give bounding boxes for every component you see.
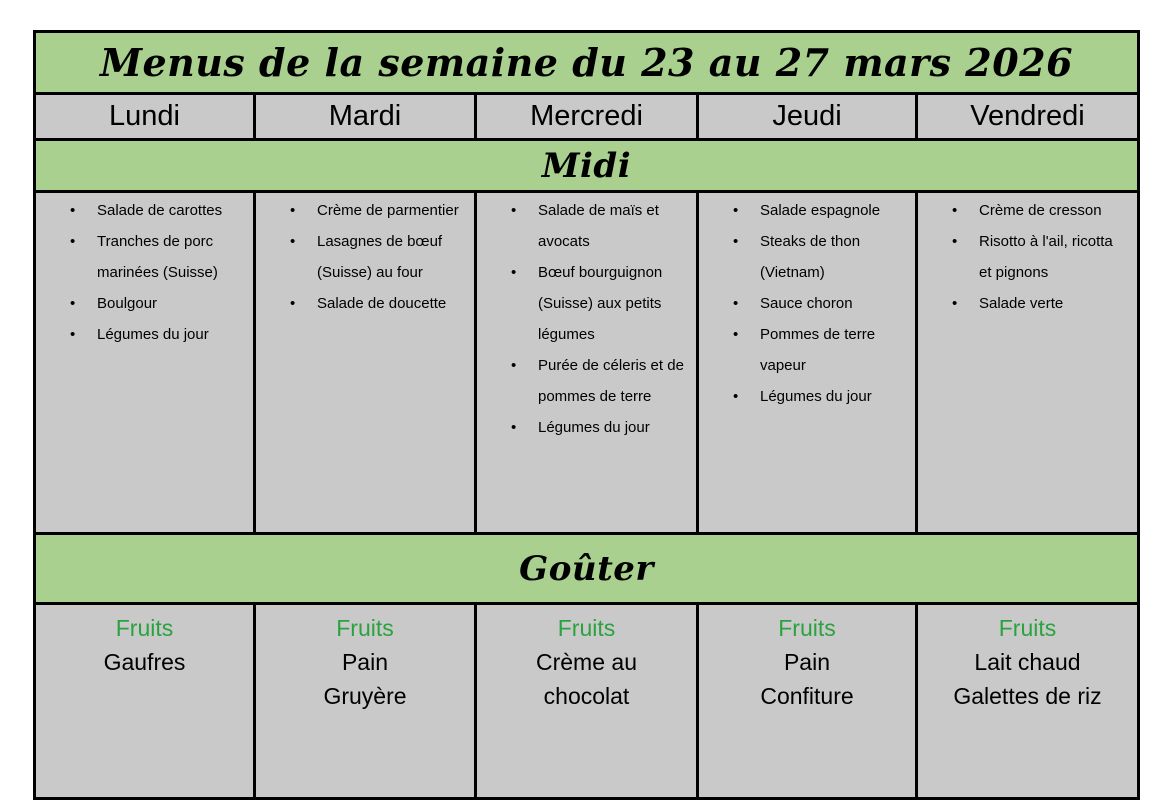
title-bar [36,33,1137,95]
lunch-item: (Suisse) aux petits [538,295,662,312]
lunch-cell-wednesday [477,193,699,532]
weekly-menu-table [33,30,1140,800]
lunch-list [477,193,696,443]
snack-item: chocolat [543,683,630,709]
lunch-section-header [36,141,1137,193]
lunch-item: • Salade espagnole [727,195,909,226]
snack-item: Gruyère [323,683,407,709]
lunch-list [256,193,474,319]
day-friday: Vendredi [970,100,1085,132]
lunch-item: légumes [538,326,595,343]
lunch-item: • Crème de cresson [946,195,1131,226]
lunch-item: • Crème de parmentier [284,195,468,226]
lunch-section-title: Midi [541,145,632,186]
snack-fruit: Fruits [115,615,174,641]
snack-fruit: Fruits [778,615,836,641]
snack-section-title: Goûter [519,548,654,589]
lunch-cell-monday [36,193,256,532]
snack-cell-wednesday [477,605,699,797]
lunch-cell-tuesday [256,193,477,532]
lunch-cell-friday [918,193,1137,532]
lunch-list [918,193,1137,319]
snack-cell-friday [918,605,1137,797]
lunch-row [36,193,1137,535]
lunch-item: marinées (Suisse) [97,264,218,281]
snack-item: Lait chaud [974,649,1081,675]
snack-cell-monday [36,605,256,797]
snack-item: Confiture [760,683,854,709]
lunch-item: • Salade verte [946,288,1131,319]
snack-item: Gaufres [103,649,186,675]
lunch-cell-thursday [699,193,918,532]
lunch-list [699,193,915,412]
lunch-list [36,193,253,350]
snack-section-header [36,535,1137,605]
snack-fruit: Fruits [557,615,616,641]
lunch-item: • Risotto à l'ail, ricotta [946,226,1131,257]
snack-item: Pain [783,649,831,675]
menu-title: Menus de la semaine du 23 au 27 mars 2026 [99,40,1074,85]
lunch-item: • Pommes de terre [727,319,909,350]
snack-cell-thursday [699,605,918,797]
lunch-item: • Légumes du jour [727,381,909,412]
lunch-item: • Steaks de thon [727,226,909,257]
lunch-item: • Bœuf bourguignon [505,257,690,288]
snack-cell-tuesday [256,605,477,797]
lunch-item: • Sauce choron [727,288,909,319]
snack-item: Crème au [536,649,637,675]
lunch-item: (Suisse) au four [317,264,423,281]
snack-fruit: Fruits [998,615,1057,641]
lunch-item: • Boulgour [64,288,247,319]
lunch-item: • Tranches de porc [64,226,247,257]
day-thursday: Jeudi [699,95,918,138]
day-header-row [36,95,1137,141]
lunch-item: • Légumes du jour [64,319,247,350]
day-monday: Lundi [36,95,256,138]
snack-item: Galettes de riz [953,683,1102,709]
lunch-item: • Purée de céleris et de [505,350,690,381]
lunch-item: pommes de terre [538,388,652,405]
lunch-item: avocats [538,233,590,250]
lunch-item: • Légumes du jour [505,412,690,443]
snack-item: Pain [341,649,389,675]
snack-row [36,605,1137,797]
lunch-item: (Vietnam) [760,264,825,281]
day-tuesday: Mardi [256,95,477,138]
lunch-item: vapeur [760,357,806,374]
lunch-item: • Lasagnes de bœuf [284,226,468,257]
lunch-item: et pignons [979,264,1049,281]
lunch-item: • Salade de maïs et [505,195,690,226]
lunch-item: • Salade de carottes [64,195,247,226]
snack-fruit: Fruits [336,615,394,641]
day-wednesday: Mercredi [477,95,699,138]
lunch-item: • Salade de doucette [284,288,468,319]
